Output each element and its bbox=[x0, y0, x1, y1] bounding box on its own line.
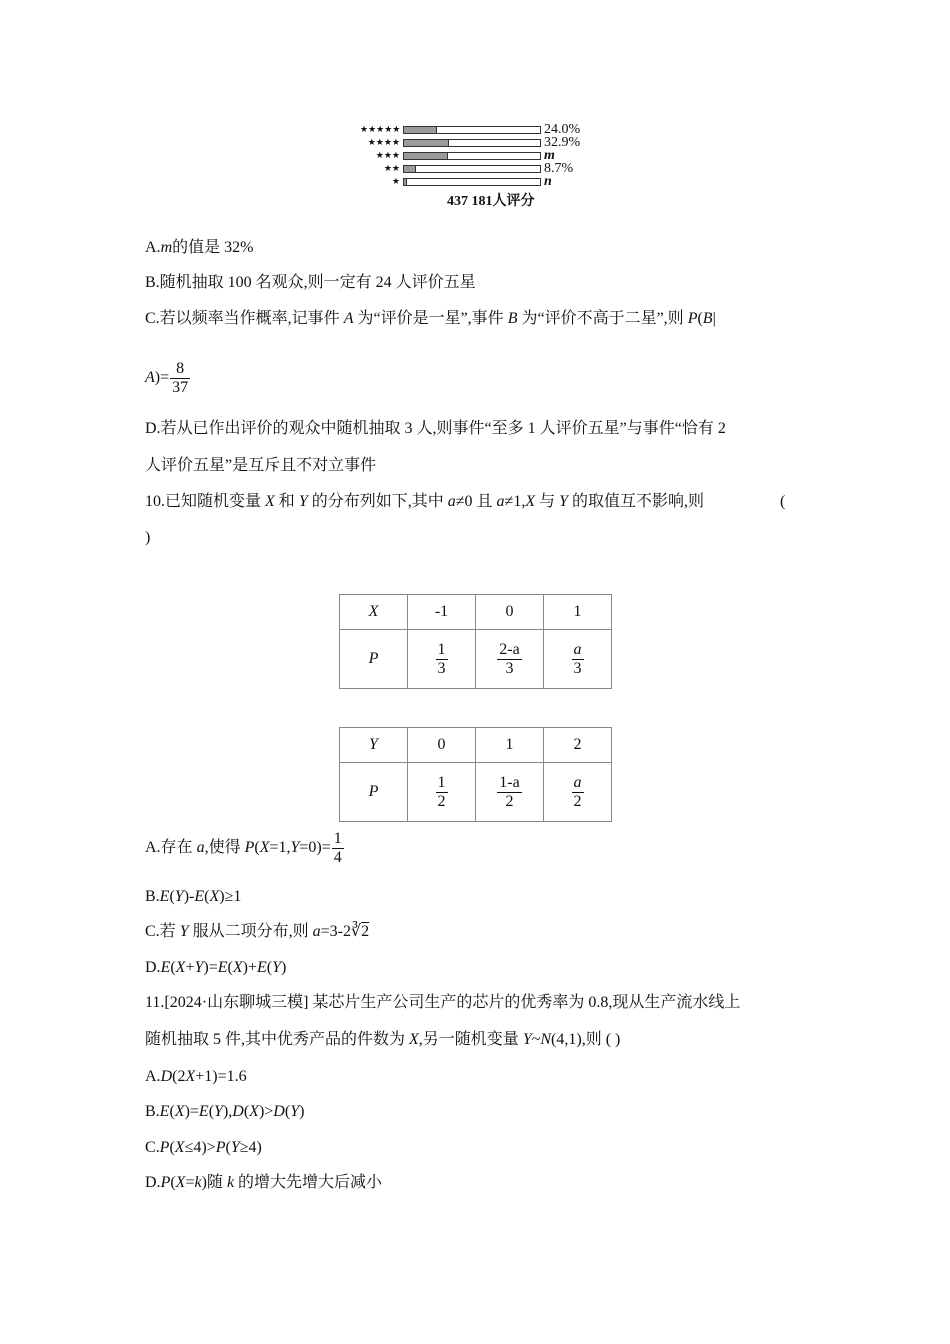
table-cell: $\frac{1}{3}$ bbox=[408, 630, 476, 689]
table-cell: Y bbox=[340, 728, 408, 763]
q10-option-b: B.E(Y)-E(X)≥1 bbox=[145, 888, 242, 905]
star-icon: ★★★★★ bbox=[360, 125, 401, 135]
distribution-table-x bbox=[339, 594, 612, 689]
rating-bar-fill bbox=[404, 179, 407, 185]
table-cell: -1 bbox=[408, 595, 476, 630]
rating-label: m bbox=[544, 148, 555, 163]
answer-paren-open: ( bbox=[780, 493, 786, 510]
q9-option-b: B.随机抽取 100 名观众,则一定有 24 人评价五星 bbox=[145, 274, 476, 291]
q9-option-d: D.若从已作出评价的观众中随机抽取 3 人,则事件“至多 1 人评价五星”与事件“恰有 2 bbox=[145, 420, 726, 437]
table-cell: 1 bbox=[476, 728, 544, 763]
rating-bar-fill bbox=[404, 166, 416, 172]
q10-option-c: C.若 Y 服从二项分布,则 a=3-2∛2 bbox=[145, 923, 370, 940]
star-icon: ★★★★ bbox=[367, 138, 400, 148]
q9-option-d-cont: 人评价五星”是互斥且不对立事件 bbox=[145, 457, 377, 474]
table-cell: $\frac{a}{2}$ bbox=[544, 763, 612, 822]
table-cell: 2 bbox=[544, 728, 612, 763]
rating-bar bbox=[403, 139, 541, 147]
rating-bar bbox=[403, 178, 541, 186]
q10-option-d: D.E(X+Y)=E(X)+E(Y) bbox=[145, 959, 287, 976]
table-cell: P bbox=[340, 763, 408, 822]
rating-caption: 437 181人评分 bbox=[447, 194, 535, 209]
q10-stem: 10.已知随机变量 X 和 Y 的分布列如下,其中 a≠0 且 a≠1,X 与 Y 的取值互不影响,则 bbox=[145, 493, 705, 510]
q11-option-d: D.P(X=k)随 k 的增大先增大后减小 bbox=[145, 1174, 383, 1191]
q10-option-a: A.存在 a,使得 P(X=1,Y=0)= $\frac{1}{4}$ bbox=[145, 829, 342, 866]
q11-option-b: B.E(X)=E(Y),D(X)>D(Y) bbox=[145, 1103, 305, 1120]
rating-label: n bbox=[544, 174, 552, 189]
q11-stem-cont: 随机抽取 5 件,其中优秀产品的件数为 X,另一随机变量 Y~N(4,1),则 ( ) bbox=[145, 1031, 621, 1048]
table-cell: 0 bbox=[408, 728, 476, 763]
rating-bar bbox=[403, 126, 541, 134]
rating-bar-fill bbox=[404, 127, 437, 133]
rating-bar bbox=[403, 165, 541, 173]
rating-label: 32.9% bbox=[544, 135, 581, 150]
table-cell: X bbox=[340, 595, 408, 630]
table-cell: $\frac{2-a}{3}$ bbox=[476, 630, 544, 689]
distribution-table-y bbox=[339, 727, 612, 822]
rating-label: 8.7% bbox=[544, 161, 574, 176]
star-icon: ★★ bbox=[383, 164, 400, 174]
q11-option-c: C.P(X≤4)>P(Y≥4) bbox=[145, 1139, 262, 1156]
q9-option-c-cont: A)= $\frac{8}{37}$ bbox=[145, 359, 189, 396]
star-icon: ★ bbox=[391, 177, 400, 187]
q9-option-a: A.m的值是 32% bbox=[145, 239, 254, 256]
rating-label: 24.0% bbox=[544, 122, 581, 137]
table-cell: $\frac{1-a}{2}$ bbox=[476, 763, 544, 822]
table-cell: $\frac{a}{3}$ bbox=[544, 630, 612, 689]
table-cell: $\frac{1}{2}$ bbox=[408, 763, 476, 822]
table-cell: P bbox=[340, 630, 408, 689]
table-cell: 1 bbox=[544, 595, 612, 630]
rating-bar-fill bbox=[404, 153, 448, 159]
rating-bar bbox=[403, 152, 541, 160]
fraction: $\frac{1}{4}$ bbox=[333, 829, 342, 866]
fraction: $\frac{8}{37}$ bbox=[172, 359, 189, 396]
table-cell: 0 bbox=[476, 595, 544, 630]
rating-bar-fill bbox=[404, 140, 449, 146]
q9-option-c: C.若以频率当作概率,记事件 A 为“评价是一星”,事件 B 为“评价不高于二星”,则 P(B| bbox=[145, 310, 716, 327]
q11-option-a: A.D(2X+1)=1.6 bbox=[145, 1068, 247, 1085]
star-icon: ★★★ bbox=[375, 151, 400, 161]
q11-stem: 11.[2024·山东聊城三模] 某芯片生产公司生产的芯片的优秀率为 0.8,现从生产流水线上 bbox=[145, 994, 741, 1011]
answer-paren-close: ) bbox=[145, 529, 151, 546]
